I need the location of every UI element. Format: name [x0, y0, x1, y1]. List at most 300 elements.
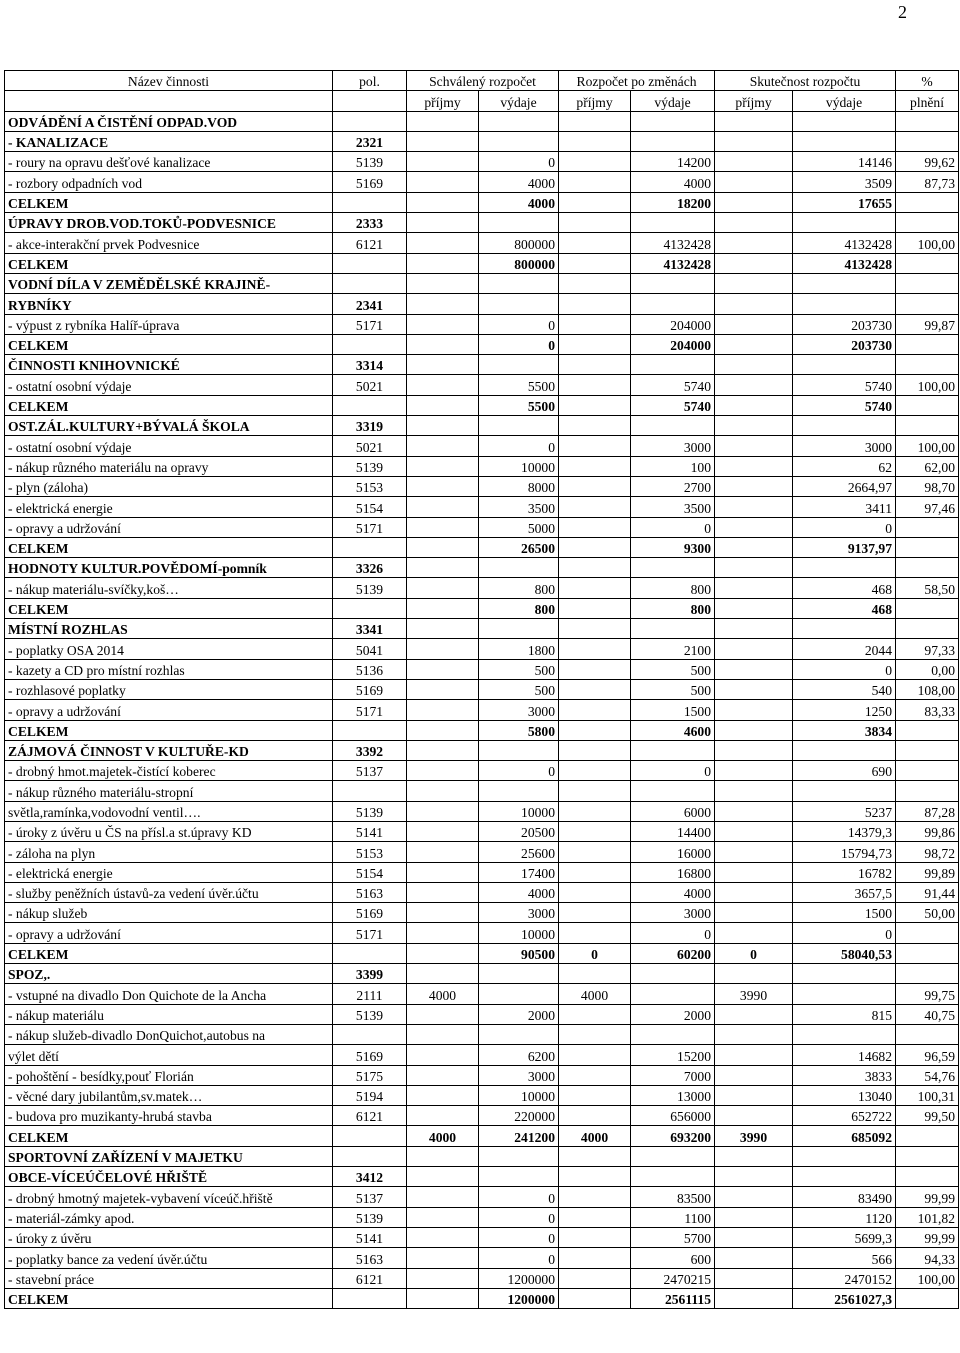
po-zmenach-vydaje: 204000	[631, 334, 715, 354]
skutecnost-vydaje: 566	[793, 1248, 896, 1268]
table-row	[5, 1004, 959, 1024]
schvaleny-prijmy	[407, 1288, 479, 1308]
percent-plneni: 96,59	[896, 1045, 959, 1065]
total-row	[5, 334, 959, 354]
po-zmenach-vydaje: 83500	[631, 1187, 715, 1207]
pol-code: 3314	[333, 355, 407, 375]
schvaleny-prijmy	[407, 375, 479, 395]
skutecnost-prijmy	[715, 659, 793, 679]
skutecnost-vydaje: 2664,97	[793, 476, 896, 496]
skutecnost-vydaje: 3833	[793, 1065, 896, 1085]
activity-name: - KANALIZACE	[5, 131, 333, 151]
activity-name: - materiál-zámky apod.	[5, 1207, 333, 1227]
po-zmenach-vydaje: 2470215	[631, 1268, 715, 1288]
schvaleny-vydaje	[479, 964, 559, 984]
schvaleny-vydaje: 2000	[479, 1004, 559, 1024]
po-zmenach-vydaje: 4132428	[631, 233, 715, 253]
schvaleny-prijmy	[407, 314, 479, 334]
po-zmenach-vydaje: 1500	[631, 700, 715, 720]
table-row	[5, 1248, 959, 1268]
percent-plneni	[896, 192, 959, 212]
skutecnost-prijmy	[715, 1227, 793, 1247]
skutecnost-prijmy	[715, 416, 793, 436]
po-zmenach-vydaje: 15200	[631, 1045, 715, 1065]
pol-code	[333, 253, 407, 273]
total-row	[5, 395, 959, 415]
schvaleny-prijmy	[407, 862, 479, 882]
skutecnost-vydaje	[793, 1024, 896, 1044]
percent-plneni	[896, 598, 959, 618]
po-zmenach-prijmy	[559, 375, 631, 395]
percent-plneni	[896, 273, 959, 293]
activity-name: ÚPRAVY DROB.VOD.TOKŮ-PODVESNICE	[5, 213, 333, 233]
schvaleny-vydaje: 0	[479, 334, 559, 354]
skutecnost-vydaje: 13040	[793, 1085, 896, 1105]
table-row	[5, 1207, 959, 1227]
table-row	[5, 781, 959, 801]
skutecnost-prijmy	[715, 1248, 793, 1268]
skutecnost-prijmy	[715, 213, 793, 233]
skutecnost-prijmy	[715, 1146, 793, 1166]
pol-code: 5154	[333, 497, 407, 517]
activity-name: - nákup různého materiálu na opravy	[5, 456, 333, 476]
activity-name: CELKEM	[5, 943, 333, 963]
percent-plneni: 83,33	[896, 700, 959, 720]
po-zmenach-vydaje	[631, 131, 715, 151]
skutecnost-vydaje: 14682	[793, 1045, 896, 1065]
table-row	[5, 1227, 959, 1247]
po-zmenach-prijmy	[559, 578, 631, 598]
pol-code: 6121	[333, 1268, 407, 1288]
total-row	[5, 192, 959, 212]
skutecnost-prijmy	[715, 1024, 793, 1044]
skutecnost-prijmy	[715, 862, 793, 882]
pol-code: 5139	[333, 801, 407, 821]
percent-plneni: 97,46	[896, 497, 959, 517]
schvaleny-prijmy	[407, 1146, 479, 1166]
po-zmenach-prijmy	[559, 476, 631, 496]
schvaleny-vydaje: 500	[479, 659, 559, 679]
schvaleny-vydaje: 6200	[479, 1045, 559, 1065]
schvaleny-prijmy	[407, 1024, 479, 1044]
percent-plneni	[896, 1167, 959, 1187]
skutecnost-prijmy	[715, 578, 793, 598]
section-header-row	[5, 416, 959, 436]
skutecnost-vydaje: 2470152	[793, 1268, 896, 1288]
activity-name: - kazety a CD pro místní rozhlas	[5, 659, 333, 679]
schvaleny-vydaje: 0	[479, 314, 559, 334]
activity-name: - úroky z úvěru u ČS na přísl.a st.úpravy KD	[5, 821, 333, 841]
schvaleny-vydaje: 26500	[479, 537, 559, 557]
page-number: 2	[898, 2, 907, 22]
skutecnost-vydaje	[793, 111, 896, 131]
schvaleny-vydaje	[479, 213, 559, 233]
skutecnost-vydaje: 5699,3	[793, 1227, 896, 1247]
pol-code: 2111	[333, 984, 407, 1004]
schvaleny-prijmy	[407, 1065, 479, 1085]
skutecnost-vydaje: 468	[793, 578, 896, 598]
skutecnost-prijmy	[715, 395, 793, 415]
schvaleny-vydaje	[479, 619, 559, 639]
schvaleny-prijmy	[407, 395, 479, 415]
po-zmenach-prijmy	[559, 1024, 631, 1044]
po-zmenach-prijmy	[559, 639, 631, 659]
schvaleny-prijmy	[407, 964, 479, 984]
schvaleny-prijmy	[407, 598, 479, 618]
pol-code	[333, 943, 407, 963]
schvaleny-vydaje: 10000	[479, 1085, 559, 1105]
activity-name: CELKEM	[5, 537, 333, 557]
table-row	[5, 984, 959, 1004]
schvaleny-vydaje: 10000	[479, 801, 559, 821]
section-header-row	[5, 558, 959, 578]
schvaleny-prijmy	[407, 355, 479, 375]
percent-plneni: 99,62	[896, 152, 959, 172]
skutecnost-prijmy	[715, 456, 793, 476]
schvaleny-prijmy	[407, 537, 479, 557]
schvaleny-prijmy	[407, 700, 479, 720]
schvaleny-prijmy	[407, 111, 479, 131]
percent-plneni	[896, 294, 959, 314]
skutecnost-vydaje: 17655	[793, 192, 896, 212]
activity-name: - poplatky bance za vedení úvěr.účtu	[5, 1248, 333, 1268]
activity-name: MÍSTNÍ ROZHLAS	[5, 619, 333, 639]
po-zmenach-vydaje	[631, 964, 715, 984]
activity-name: CELKEM	[5, 598, 333, 618]
pol-code: 5169	[333, 679, 407, 699]
schvaleny-prijmy	[407, 416, 479, 436]
header-percent: %	[896, 71, 959, 91]
pol-code: 5137	[333, 1187, 407, 1207]
po-zmenach-prijmy	[559, 111, 631, 131]
po-zmenach-vydaje: 2700	[631, 476, 715, 496]
pol-code: 3392	[333, 740, 407, 760]
skutecnost-prijmy	[715, 821, 793, 841]
skutecnost-prijmy	[715, 964, 793, 984]
po-zmenach-prijmy	[559, 882, 631, 902]
schvaleny-vydaje: 800000	[479, 233, 559, 253]
percent-plneni: 99,50	[896, 1106, 959, 1126]
skutecnost-prijmy	[715, 152, 793, 172]
schvaleny-vydaje: 0	[479, 1227, 559, 1247]
po-zmenach-prijmy	[559, 436, 631, 456]
po-zmenach-prijmy	[559, 740, 631, 760]
schvaleny-vydaje: 0	[479, 1187, 559, 1207]
total-row	[5, 537, 959, 557]
schvaleny-prijmy	[407, 943, 479, 963]
po-zmenach-vydaje: 4132428	[631, 253, 715, 273]
percent-plneni	[896, 517, 959, 537]
schvaleny-vydaje	[479, 558, 559, 578]
po-zmenach-vydaje: 13000	[631, 1085, 715, 1105]
schvaleny-prijmy	[407, 213, 479, 233]
schvaleny-prijmy	[407, 1085, 479, 1105]
section-header-row	[5, 131, 959, 151]
po-zmenach-vydaje	[631, 558, 715, 578]
schvaleny-vydaje: 0	[479, 761, 559, 781]
skutecnost-prijmy	[715, 517, 793, 537]
schvaleny-prijmy	[407, 882, 479, 902]
schvaleny-prijmy	[407, 152, 479, 172]
schvaleny-prijmy	[407, 273, 479, 293]
skutecnost-vydaje	[793, 781, 896, 801]
pol-code: 5021	[333, 375, 407, 395]
table-row	[5, 172, 959, 192]
schvaleny-vydaje	[479, 131, 559, 151]
po-zmenach-prijmy	[559, 517, 631, 537]
skutecnost-prijmy	[715, 923, 793, 943]
percent-plneni	[896, 740, 959, 760]
skutecnost-vydaje: 1250	[793, 700, 896, 720]
po-zmenach-prijmy	[559, 598, 631, 618]
table-row	[5, 314, 959, 334]
total-row	[5, 598, 959, 618]
skutecnost-prijmy	[715, 842, 793, 862]
pol-code: 3326	[333, 558, 407, 578]
activity-name: - roury na opravu dešťové kanalizace	[5, 152, 333, 172]
po-zmenach-prijmy	[559, 334, 631, 354]
po-zmenach-vydaje	[631, 1167, 715, 1187]
activity-name: VODNÍ DÍLA V ZEMĚDĚLSKÉ KRAJINĚ-	[5, 273, 333, 293]
percent-plneni	[896, 619, 959, 639]
table-row	[5, 659, 959, 679]
skutecnost-vydaje: 203730	[793, 314, 896, 334]
schvaleny-vydaje	[479, 1024, 559, 1044]
percent-plneni: 99,86	[896, 821, 959, 841]
table-row	[5, 700, 959, 720]
po-zmenach-prijmy	[559, 172, 631, 192]
skutecnost-prijmy	[715, 639, 793, 659]
skutecnost-vydaje	[793, 964, 896, 984]
activity-name: - ostatní osobní výdaje	[5, 436, 333, 456]
table-row	[5, 233, 959, 253]
pol-code	[333, 1024, 407, 1044]
skutecnost-prijmy	[715, 1268, 793, 1288]
skutecnost-vydaje: 3509	[793, 172, 896, 192]
schvaleny-prijmy	[407, 1187, 479, 1207]
skutecnost-vydaje: 1120	[793, 1207, 896, 1227]
schvaleny-prijmy	[407, 1248, 479, 1268]
skutecnost-vydaje: 83490	[793, 1187, 896, 1207]
skutecnost-vydaje: 3834	[793, 720, 896, 740]
skutecnost-prijmy	[715, 294, 793, 314]
pol-code: 5153	[333, 476, 407, 496]
po-zmenach-prijmy	[559, 558, 631, 578]
percent-plneni: 100,00	[896, 1268, 959, 1288]
po-zmenach-prijmy	[559, 192, 631, 212]
schvaleny-vydaje: 20500	[479, 821, 559, 841]
schvaleny-vydaje: 10000	[479, 456, 559, 476]
schvaleny-prijmy	[407, 294, 479, 314]
skutecnost-vydaje: 14379,3	[793, 821, 896, 841]
po-zmenach-vydaje: 7000	[631, 1065, 715, 1085]
skutecnost-prijmy: 3990	[715, 984, 793, 1004]
activity-name: CELKEM	[5, 1288, 333, 1308]
po-zmenach-vydaje: 18200	[631, 192, 715, 212]
percent-plneni: 108,00	[896, 679, 959, 699]
skutecnost-vydaje: 685092	[793, 1126, 896, 1146]
section-header-row	[5, 355, 959, 375]
po-zmenach-prijmy	[559, 253, 631, 273]
table-header	[5, 71, 959, 112]
po-zmenach-prijmy	[559, 842, 631, 862]
percent-plneni	[896, 334, 959, 354]
skutecnost-prijmy	[715, 1106, 793, 1126]
percent-plneni: 99,99	[896, 1187, 959, 1207]
skutecnost-vydaje: 2561027,3	[793, 1288, 896, 1308]
schvaleny-prijmy	[407, 842, 479, 862]
skutecnost-vydaje: 5740	[793, 375, 896, 395]
percent-plneni: 91,44	[896, 882, 959, 902]
activity-name: - záloha na plyn	[5, 842, 333, 862]
header-vydaje-2: výdaje	[631, 91, 715, 111]
skutecnost-vydaje	[793, 1167, 896, 1187]
po-zmenach-prijmy	[559, 679, 631, 699]
pol-code	[333, 395, 407, 415]
percent-plneni	[896, 943, 959, 963]
table-row	[5, 882, 959, 902]
pol-code	[333, 192, 407, 212]
skutecnost-vydaje: 4132428	[793, 233, 896, 253]
schvaleny-vydaje	[479, 1167, 559, 1187]
schvaleny-vydaje: 3500	[479, 497, 559, 517]
table-row	[5, 1106, 959, 1126]
header-pol: pol.	[333, 71, 407, 91]
po-zmenach-vydaje: 600	[631, 1248, 715, 1268]
po-zmenach-vydaje	[631, 416, 715, 436]
percent-plneni	[896, 111, 959, 131]
percent-plneni: 101,82	[896, 1207, 959, 1227]
schvaleny-prijmy	[407, 253, 479, 273]
percent-plneni: 100,00	[896, 233, 959, 253]
table-row	[5, 1045, 959, 1065]
pol-code: 5141	[333, 821, 407, 841]
header-blank	[333, 91, 407, 111]
header-prijmy-1: příjmy	[407, 91, 479, 111]
skutecnost-vydaje: 3657,5	[793, 882, 896, 902]
skutecnost-prijmy	[715, 1004, 793, 1024]
schvaleny-vydaje: 90500	[479, 943, 559, 963]
po-zmenach-prijmy	[559, 862, 631, 882]
skutecnost-vydaje: 2044	[793, 639, 896, 659]
skutecnost-vydaje	[793, 740, 896, 760]
po-zmenach-prijmy	[559, 1288, 631, 1308]
skutecnost-prijmy	[715, 903, 793, 923]
po-zmenach-prijmy: 4000	[559, 1126, 631, 1146]
activity-name: ODVÁDĚNÍ A ČISTĚNÍ ODPAD.VOD	[5, 111, 333, 131]
skutecnost-prijmy	[715, 537, 793, 557]
schvaleny-prijmy	[407, 821, 479, 841]
schvaleny-prijmy	[407, 923, 479, 943]
skutecnost-vydaje: 0	[793, 517, 896, 537]
activity-name: - vstupné na divadlo Don Quichote de la Ancha	[5, 984, 333, 1004]
section-header-row	[5, 1146, 959, 1166]
po-zmenach-prijmy	[559, 619, 631, 639]
po-zmenach-prijmy	[559, 213, 631, 233]
activity-name: - akce-interakční prvek Podvesnice	[5, 233, 333, 253]
po-zmenach-vydaje: 0	[631, 923, 715, 943]
header-prijmy-2: příjmy	[559, 91, 631, 111]
skutecnost-prijmy	[715, 314, 793, 334]
total-row	[5, 943, 959, 963]
percent-plneni: 98,72	[896, 842, 959, 862]
schvaleny-vydaje	[479, 294, 559, 314]
schvaleny-prijmy	[407, 679, 479, 699]
po-zmenach-vydaje	[631, 294, 715, 314]
percent-plneni	[896, 253, 959, 273]
schvaleny-prijmy	[407, 1268, 479, 1288]
pol-code	[333, 334, 407, 354]
table-row	[5, 456, 959, 476]
skutecnost-vydaje	[793, 355, 896, 375]
percent-plneni	[896, 355, 959, 375]
po-zmenach-vydaje: 14400	[631, 821, 715, 841]
schvaleny-prijmy	[407, 456, 479, 476]
total-row	[5, 1126, 959, 1146]
pol-code: 6121	[333, 233, 407, 253]
po-zmenach-vydaje: 3000	[631, 436, 715, 456]
schvaleny-prijmy	[407, 334, 479, 354]
po-zmenach-vydaje	[631, 111, 715, 131]
po-zmenach-vydaje: 2561115	[631, 1288, 715, 1308]
po-zmenach-prijmy	[559, 1207, 631, 1227]
pol-code: 5153	[333, 842, 407, 862]
skutecnost-vydaje	[793, 294, 896, 314]
skutecnost-vydaje: 540	[793, 679, 896, 699]
percent-plneni	[896, 416, 959, 436]
pol-code: 3319	[333, 416, 407, 436]
schvaleny-vydaje: 3000	[479, 700, 559, 720]
activity-name: OST.ZÁL.KULTURY+BÝVALÁ ŠKOLA	[5, 416, 333, 436]
skutecnost-vydaje: 15794,73	[793, 842, 896, 862]
section-header-row	[5, 619, 959, 639]
pol-code	[333, 537, 407, 557]
skutecnost-vydaje: 0	[793, 659, 896, 679]
percent-plneni	[896, 1024, 959, 1044]
po-zmenach-vydaje	[631, 1146, 715, 1166]
percent-plneni: 97,33	[896, 639, 959, 659]
percent-plneni	[896, 1146, 959, 1166]
schvaleny-prijmy	[407, 497, 479, 517]
pol-code: 5163	[333, 1248, 407, 1268]
pol-code	[333, 1288, 407, 1308]
skutecnost-prijmy	[715, 192, 793, 212]
skutecnost-vydaje: 3000	[793, 436, 896, 456]
activity-name: - věcné dary jubilantům,sv.matek…	[5, 1085, 333, 1105]
table-row	[5, 842, 959, 862]
activity-name: CELKEM	[5, 395, 333, 415]
activity-name: SPORTOVNÍ ZAŘÍZENÍ V MAJETKU	[5, 1146, 333, 1166]
skutecnost-prijmy	[715, 131, 793, 151]
schvaleny-vydaje	[479, 111, 559, 131]
skutecnost-prijmy	[715, 1288, 793, 1308]
percent-plneni: 100,00	[896, 436, 959, 456]
schvaleny-prijmy	[407, 233, 479, 253]
po-zmenach-vydaje: 4000	[631, 172, 715, 192]
pol-code	[333, 781, 407, 801]
skutecnost-prijmy	[715, 355, 793, 375]
pol-code: 5139	[333, 578, 407, 598]
pol-code: 2321	[333, 131, 407, 151]
skutecnost-prijmy: 0	[715, 943, 793, 963]
schvaleny-prijmy	[407, 476, 479, 496]
activity-name: CELKEM	[5, 192, 333, 212]
table-row	[5, 1065, 959, 1085]
pol-code	[333, 1126, 407, 1146]
percent-plneni: 98,70	[896, 476, 959, 496]
skutecnost-vydaje: 58040,53	[793, 943, 896, 963]
table-row	[5, 517, 959, 537]
